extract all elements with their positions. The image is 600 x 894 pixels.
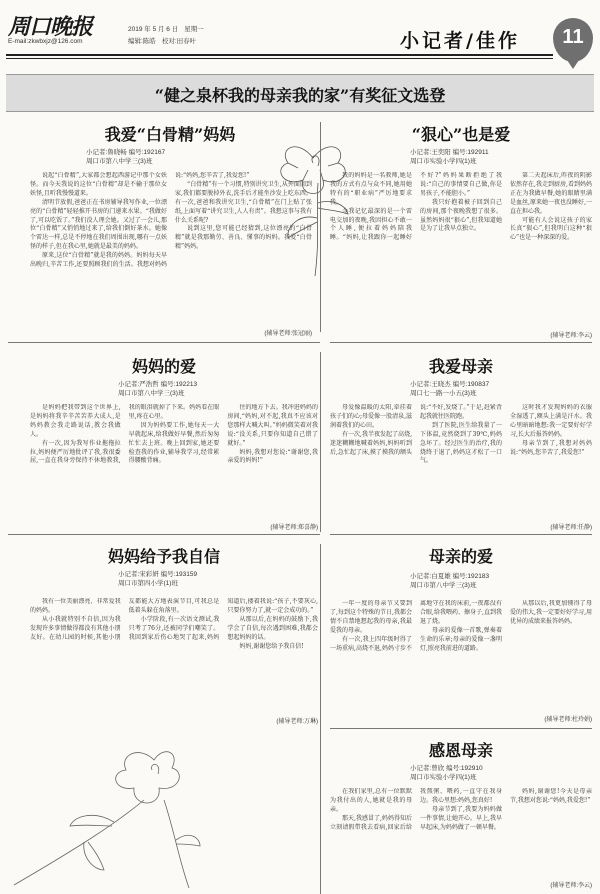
article-editor: (辅导老师:万琳) <box>276 719 318 725</box>
article-hen-xin <box>330 122 592 165</box>
school-line: 周口市第八中学三(3)班 <box>410 582 477 589</box>
paragraph: 母亲节到了,我想对妈妈说:“妈妈,您辛苦了,我爱您!” <box>510 439 592 456</box>
paragraph: 小学阶段,有一次语文测试,我只考了76分,还被同学们嘲笑了。我回到家后伤心地哭了起来,妈妈知道后,搂着我说:“孩子,不要灰心,只要你努力了,就一定会成功的。” <box>128 598 318 641</box>
school-line: 周口市实验小学四(1)班 <box>410 774 477 781</box>
article-byline <box>118 570 197 588</box>
paragraph: 从那以后,在妈妈的鼓励下,我学会了自信,每次遇到困难,我都会想起妈妈的话。 <box>227 615 318 641</box>
article-body <box>330 172 592 328</box>
paragraph: 母亲的爱像一首歌,弹奏着生命的乐章;母亲的爱像一盏明灯,照亮我前进的道路。 <box>420 626 502 652</box>
article-zi-xin <box>8 544 320 587</box>
article-body <box>330 600 592 712</box>
banner-title: “健之泉杯我的母亲我的家”有奖征文选登 <box>154 86 446 105</box>
issue-meta <box>128 24 210 48</box>
article-title: 妈妈的爱 <box>131 357 196 376</box>
paragraph: 从小我就特别不自信,因为我发现许多事情做得都没有其他小朋友好。在幼儿园的时候,其他小朋友都能大方地表演节目,可我总是低着头躲在角落里。 <box>30 598 220 641</box>
reporter-line: 小记者:王晓杰 编号:190837 <box>410 381 490 388</box>
article-mama-de-ai <box>8 354 320 397</box>
paragraph: 清明节放假,爸爸正在书房辅导我写作业,一位漂亮的“白骨精”轻轻推开书房的门递来水果。“我做好了,可以吃饭了。”我们没人理会她。又过了一会儿,那位“白骨精”又悄悄地过来了,给我们倒好茶水。她像个雷达一样,总是不停地在我们周围出现,哪有一点妖怪的样子,但在我心里,她就是最美的妈妈。 <box>30 198 167 251</box>
paragraph: 这时我才发现妈妈的衣服全湿透了,额头上满是汗水。我心里暗暗地想:我一定要好好学习,长大后报答妈妈。 <box>510 404 592 438</box>
article-editor: (辅导老师:李云) <box>550 333 592 339</box>
paragraph: 从那以后,我更加懂得了母爱的伟大,我一定要好好学习,用优异的成绩来报答妈妈。 <box>510 600 592 625</box>
paragraph: 一年一度的母亲节又要到了,每到这个特殊的节日,我都会情不自禁地想起我的母亲,我最爱我的母亲。 <box>330 600 412 634</box>
column-divider <box>320 122 321 332</box>
reporter-line: 小记者:白夏雄 编号:192183 <box>410 573 490 580</box>
newspaper-logo: 周口晚报 <box>8 14 93 40</box>
carnation-illustration <box>4 730 204 890</box>
school-line: 周口市实验小学四(1)班 <box>410 158 477 165</box>
section-divider <box>330 534 592 535</box>
paragraph: 可能有人会说这孩子的家长真“狠心”,但我明白这种“狠心”也是一种深深的爱。 <box>510 216 592 242</box>
school-line: 周口市第八中学三(3)班 <box>86 158 153 165</box>
article-editor: (辅导老师:杜玲娟) <box>544 717 592 723</box>
section-divider <box>8 342 320 343</box>
paragraph: 那天,我感冒了,妈妈得知后立刻请假带我去看病,回家后给我熬粥、喂药,一直守在我身边。我心里想:妈妈,您真好! <box>330 788 502 831</box>
contest-banner <box>6 74 594 112</box>
paragraph: 有一次,我半夜发起了高烧,迷迷糊糊地喊着妈妈,妈妈听到后,急忙起了床,摸了摸我的额头说:“不好,发烧了。”于是,赶紧背起我就往医院跑。 <box>330 404 502 456</box>
section-divider <box>330 342 592 343</box>
article-body <box>330 788 592 878</box>
paragraph: 在我们家里,总有一位默默为我付出的人,她就是我的母亲。 <box>330 788 412 813</box>
reporter-line: 小记者:宋彩妍 编号:193159 <box>118 571 198 578</box>
column-divider <box>320 544 321 894</box>
paragraph: 有一次,因为我写作业拖拖拉拉,妈妈便严厉地批评了我,我很委屈,一直在我身旁保持不休地教我,我的眼泪就掉了下来。妈妈看在眼里,疼在心里。 <box>30 404 220 465</box>
header-rule-thin <box>6 58 553 59</box>
paragraph: 有一次,我上四年级时得了一场重病,高烧不退,妈妈寸步不离地守在我的床前,一夜都没有合眼,给我喂药、擦身子,直到我退了烧。 <box>330 600 502 652</box>
article-title: 感恩母亲 <box>428 741 493 760</box>
article-wo-ai-mu-qin <box>330 354 592 397</box>
paragraph: 我只好抱着被子回到自己的房间,那个夜晚我想了很多。虽然妈妈很“狠心”,但我知道她是为了让我早点独立。 <box>420 198 502 233</box>
paragraph: 妈妈,谢谢您给予我自信! <box>239 642 304 650</box>
column-divider <box>320 352 321 532</box>
paragraph: 我有一位美丽漂亮、非常爱我的妈妈。 <box>30 598 121 614</box>
paragraph: 说到这里,您可能已经猜到,这位漂亮的“白骨精”就是我那勤劳、善良、懂事的妈妈。我爱“白骨精”妈妈。 <box>175 225 312 251</box>
article-byline <box>410 148 489 166</box>
school-line: 周口市第八中学三(3)班 <box>118 390 185 397</box>
paragraph: “白骨精”有一个习惯,特别讲究卫生,从外面回到家,我们都要脱掉外衣,洗手后才能坐沙发上吃东西。有一次,爸爸和我讲究卫生,“白骨精”在门上贴了张纸,上面写着“讲究卫生,人人有责”。我想这事与我有什么关系呢? <box>175 180 312 224</box>
school-line: 周口市第四小学(1)班 <box>118 580 178 587</box>
article-body <box>30 404 318 522</box>
section-title: 小记者/佳作 <box>400 30 520 52</box>
section-divider <box>8 534 320 535</box>
article-editor: (辅导老师:郑喜静) <box>270 525 318 531</box>
editor-credit: 编辑:陈皓 <box>128 38 156 45</box>
email-address: E-mail:zkwbxjz@126.com <box>8 38 83 45</box>
article-title: 母亲的爱 <box>428 547 493 566</box>
article-byline <box>118 380 197 398</box>
paragraph: 到了医院,医生给我量了一下体温,竟然烧到了39℃,妈妈急坏了。经过医生的治疗,我的烧终于退了,妈妈这才松了一口气。 <box>420 421 502 465</box>
reporter-line: 小记者:王奕阳 编号:192911 <box>410 149 489 156</box>
issue-date: 2019 年 5 月 6 日 <box>128 26 179 33</box>
masthead <box>8 10 448 54</box>
paragraph: 妈妈,谢谢您!今天是母亲节,我想对您说:“妈妈,我爱您!” <box>510 788 592 804</box>
paragraph: 第二天起床后,昨夜的阴影依然存在,我走到厨房,看到妈妈正在为我做早餐,她的眼睛里满是血丝,原来她一夜也没睡好,一直在担心我。 <box>510 172 592 215</box>
reporter-line: 小记者:曾欣 编号:192910 <box>410 765 483 772</box>
article-byline <box>410 764 483 782</box>
review-credit: 校对:田春叶 <box>161 38 197 45</box>
article-title: “狠心”也是爱 <box>411 125 511 144</box>
paragraph: 原来,这位“白骨精”就是我的妈妈。妈妈每天早出晚归,辛苦工作,还要照顾我们的生活。我想对妈妈说:“妈妈,您辛苦了,我爱您!” <box>30 172 250 269</box>
header-rule <box>6 54 553 56</box>
article-byline <box>410 380 489 398</box>
article-title: 我爱母亲 <box>428 357 493 376</box>
article-byline <box>86 148 165 166</box>
article-editor: (辅导老师:李云) <box>550 883 592 889</box>
paragraph: 母亲节到了,我要为妈妈做一件事情,让她开心。早上,我早早起床,为妈妈做了一顿早餐。 <box>420 805 502 831</box>
article-title: 妈妈给予我自信 <box>107 547 220 566</box>
paragraph: 母爱像温暖的太阳,牵挂着孩子们的心;母爱像一股清泉,滋润着我们的心田。 <box>330 404 412 429</box>
paragraph: 妈妈,我想对您说:“谢谢您,我亲爱的妈妈!” <box>227 448 318 465</box>
article-gan-en-mu-qin <box>330 738 592 781</box>
paragraph: 说起“白骨精”,大家都会想起西游记中那个女妖怪。而今天我说的这位“白骨精”却是不输于那位女妖怪,且听我慢慢道来。 <box>30 172 167 197</box>
article-body <box>30 598 318 714</box>
article-editor: (辅导老师:任静) <box>550 525 592 531</box>
paragraph: 因为妈妈要工作,她每天一大早就起床,给我做好早餐,然后匆匆忙忙去上班。晚上回到家,她还要检查我的作业,辅导我学习,经常累得腰酸背痛。 <box>128 421 220 465</box>
paragraph: 是妈妈把我带到这个世界上,是妈妈将我辛辛苦苦养大成人,是妈妈教会我走路说话,教会我做人。 <box>30 404 121 438</box>
school-line: 周口七一路一小五(3)班 <box>410 390 477 397</box>
article-editor: (辅导老师:张冠丽) <box>264 331 312 337</box>
article-body <box>330 404 592 522</box>
article-title: 我爱“白骨精”妈妈 <box>104 125 236 144</box>
paragraph: 今我记忆最深的是一个雷电交加的夜晚,我因担心不敢一个人睡,便拉着妈妈陪我睡。“妈妈,让我跟你一起睡好不好?”妈妈果断拒绝了我说:“自己的事情要自己做,你是男孩子,不能胆小。” <box>330 172 502 242</box>
issue-weekday: 星期一 <box>184 26 204 33</box>
article-mu-qin-de-ai <box>330 544 592 589</box>
paragraph: 我的妈妈是一名教师,她是我的方式有点与众不同,她用她特有的“职业病”严厉地要求我。 <box>330 172 412 206</box>
page-number: 11 <box>562 26 584 48</box>
reporter-line: 小记者:鲁晓畅 编号:192167 <box>86 149 166 156</box>
paragraph: 住的地方下去。我冲进妈妈的房间,“妈妈,对不起,我真不应该对您那样大喊大叫。”妈妈微笑着对我说:“没关系,只要你知道自己错了就好。” <box>227 404 318 447</box>
section-divider <box>330 728 592 729</box>
article-byline <box>410 572 489 590</box>
reporter-line: 小记者:严浩哲 编号:192213 <box>118 381 198 388</box>
page-number-badge <box>553 18 593 62</box>
